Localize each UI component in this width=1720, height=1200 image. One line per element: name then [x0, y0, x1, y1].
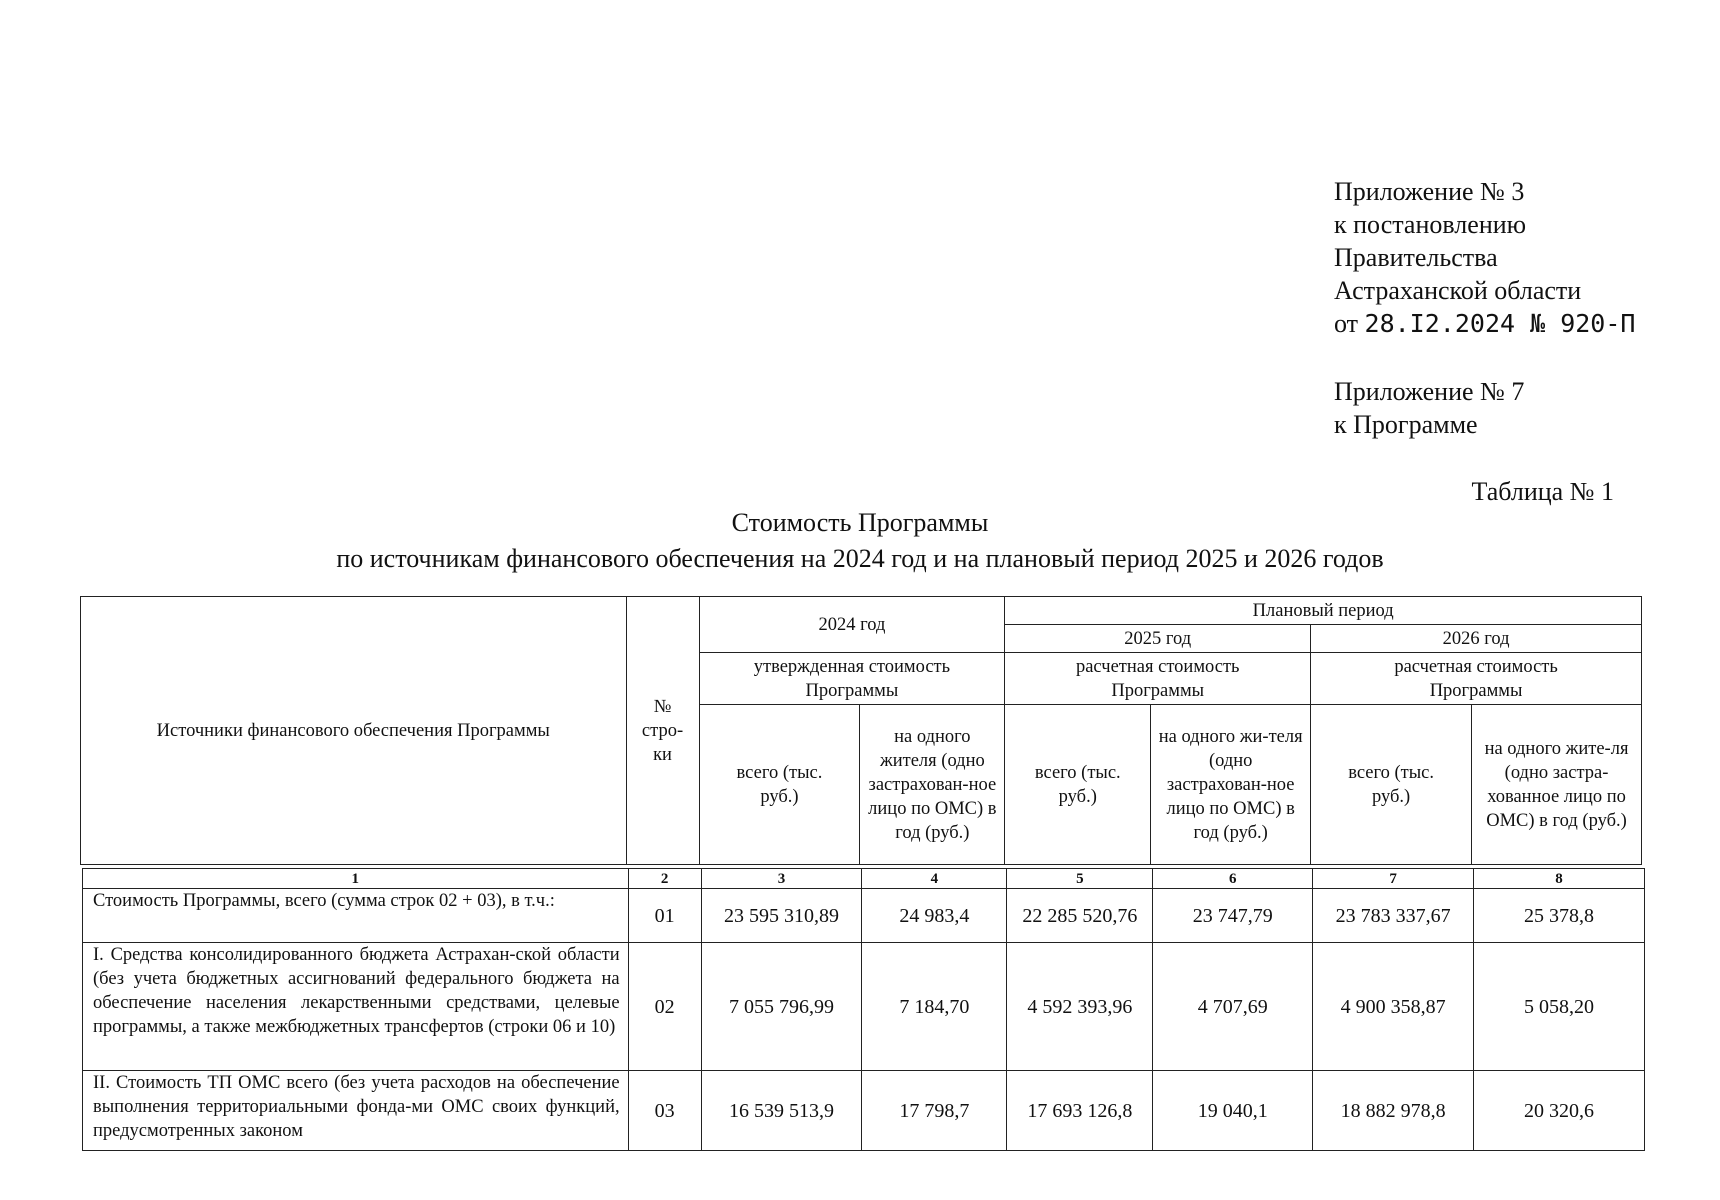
- cell-total-2026: 4 900 358,87: [1313, 943, 1474, 1071]
- appendix-line: Астраханской области: [1334, 276, 1582, 305]
- cell-per-capita-2025: 23 747,79: [1153, 889, 1313, 943]
- column-number: 6: [1153, 869, 1313, 889]
- cell-total-2024: 16 539 513,9: [701, 1071, 862, 1151]
- header-estimated-cost-2025: расчетная стоимость Программы: [1005, 653, 1311, 705]
- row-number: 03: [628, 1071, 701, 1151]
- header-sources: Источники финансового обеспечения Программы: [81, 597, 627, 865]
- header-total-2026: всего (тыс. руб.): [1311, 705, 1472, 865]
- cell-total-2024: 7 055 796,99: [701, 943, 862, 1071]
- table-row: [83, 889, 1645, 943]
- header-per-capita-2024: на одного жителя (одно застрахован-ное лицо по ОМС) в год (руб.): [860, 705, 1005, 865]
- cell-per-capita-2026: 25 378,8: [1474, 889, 1645, 943]
- row-number: 01: [628, 889, 701, 943]
- header-per-capita-2026: на одного жите-ля (одно застра-хованное лицо по ОМС) в год (руб.): [1472, 705, 1642, 865]
- title-line-2: по источникам финансового обеспечения на 2024 год и на плановый период 2025 и 2026 годов: [336, 544, 1384, 573]
- cell-per-capita-2025: 4 707,69: [1153, 943, 1313, 1071]
- date-stamp: 28.I2.2024 № 920-П: [1364, 309, 1636, 338]
- cell-per-capita-2025: 19 040,1: [1153, 1071, 1313, 1151]
- column-number: 5: [1007, 869, 1153, 889]
- cost-table-header: [80, 596, 1642, 865]
- header-year-2025: 2025 год: [1005, 625, 1311, 653]
- cell-total-2025: 4 592 393,96: [1007, 943, 1153, 1071]
- column-number: 1: [83, 869, 629, 889]
- column-number: 2: [628, 869, 701, 889]
- table-number: Таблица № 1: [1471, 477, 1614, 506]
- header-approved-cost: утвержденная стоимость Программы: [699, 653, 1005, 705]
- appendix-line: Правительства: [1334, 243, 1498, 272]
- document-title: [0, 505, 1720, 577]
- header-total-2024: всего (тыс. руб.): [699, 705, 860, 865]
- header-year-2026: 2026 год: [1311, 625, 1642, 653]
- cell-total-2024: 23 595 310,89: [701, 889, 862, 943]
- title-line-1: Стоимость Программы: [731, 508, 989, 537]
- cell-per-capita-2024: 7 184,70: [862, 943, 1007, 1071]
- appendix-line: к постановлению: [1334, 210, 1527, 239]
- cell-per-capita-2024: 17 798,7: [862, 1071, 1007, 1151]
- header-row-no: № стро-ки: [626, 597, 699, 865]
- date-prefix: от: [1334, 309, 1359, 338]
- header-planned-period: Плановый период: [1005, 597, 1642, 625]
- appendix-date-line: [1334, 307, 1635, 340]
- table-row: [83, 943, 1645, 1071]
- cell-total-2026: 23 783 337,67: [1313, 889, 1474, 943]
- cell-per-capita-2024: 24 983,4: [862, 889, 1007, 943]
- cost-table-body: [82, 868, 1645, 1151]
- cell-per-capita-2026: 20 320,6: [1474, 1071, 1645, 1151]
- column-number: 7: [1313, 869, 1474, 889]
- appendix-header: [1334, 175, 1635, 340]
- cell-total-2026: 18 882 978,8: [1313, 1071, 1474, 1151]
- column-number: 8: [1474, 869, 1645, 889]
- cell-per-capita-2026: 5 058,20: [1474, 943, 1645, 1071]
- header-per-capita-2025: на одного жи-теля (одно застрахован-ное лицо по ОМС) в год (руб.): [1151, 705, 1311, 865]
- table-row: [83, 1071, 1645, 1151]
- row-source: I. Средства консолидированного бюджета Астрахан-ской области (без учета бюджетных ассигнований федерального бюджета на обеспечение населения лекарственными средствами, целевые программы, а также межбюджетных трансфертов (строки 06 и 10): [83, 943, 629, 1071]
- column-number: 3: [701, 869, 862, 889]
- header-estimated-cost-2026: расчетная стоимость Программы: [1311, 653, 1642, 705]
- column-number-row: [83, 869, 1645, 889]
- header-total-2025: всего (тыс. руб.): [1005, 705, 1151, 865]
- row-source: Стоимость Программы, всего (сумма строк 02 + 03), в т.ч.:: [83, 889, 629, 943]
- appendix-program: [1334, 375, 1524, 441]
- column-number: 4: [862, 869, 1007, 889]
- cell-total-2025: 22 285 520,76: [1007, 889, 1153, 943]
- cell-total-2025: 17 693 126,8: [1007, 1071, 1153, 1151]
- appendix-line: Приложение № 3: [1334, 177, 1525, 206]
- header-year-2024: 2024 год: [699, 597, 1005, 653]
- appendix-program-line: к Программе: [1334, 410, 1478, 439]
- appendix-program-line: Приложение № 7: [1334, 377, 1525, 406]
- row-number: 02: [628, 943, 701, 1071]
- row-source: II. Стоимость ТП ОМС всего (без учета расходов на обеспечение выполнения территориальными фонда-ми ОМС своих функций, предусмотренных законом: [83, 1071, 629, 1151]
